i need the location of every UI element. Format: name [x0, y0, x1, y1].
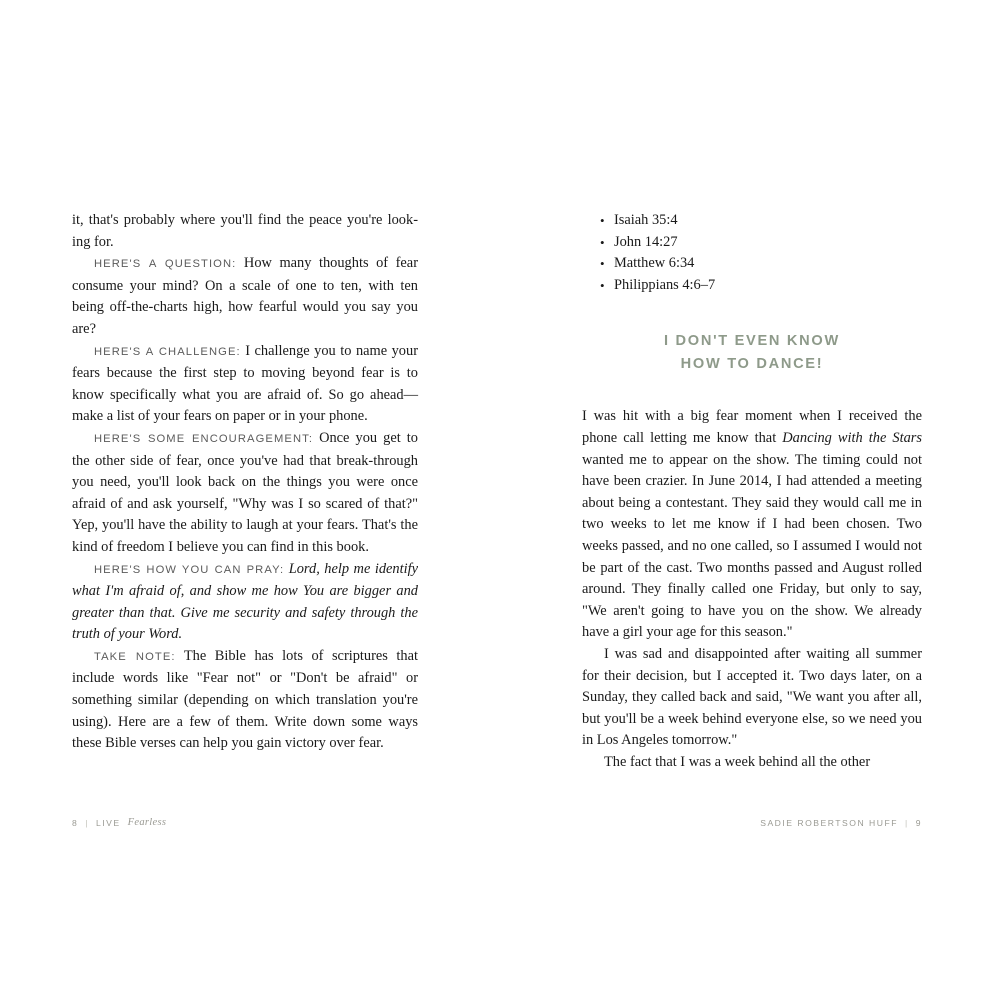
list-item: • Isaiah 35:4 — [600, 210, 922, 232]
paragraph-text: The fact that I was a week behind all the other — [604, 753, 871, 770]
runin-label-question: HERE'S A QUESTION: — [94, 258, 237, 271]
paragraph-carryover — [72, 210, 418, 253]
paragraph-text-before-italic: I was hit with a big fear moment when I received the phone call letting me know that — [582, 408, 922, 446]
paragraph-week-behind — [582, 752, 922, 774]
paragraph-text: The Bible has lots of scriptures that include words like "Fear not" or "Don't be afraid" or something similar (depending on which translation you're using). Here are a few of them. Write down some ways these Bible verses can help you gain victory over fear. — [72, 647, 418, 752]
section-heading-line-2: HOW TO DANCE! — [680, 356, 824, 373]
running-head-author: SADIE ROBERTSON HUFF — [760, 818, 898, 828]
paragraph-heres-how-you-can-pray — [72, 559, 418, 646]
scripture-list — [600, 210, 922, 296]
runin-label-pray: HERE'S HOW YOU CAN PRAY: — [94, 563, 285, 576]
right-page-footer — [760, 818, 922, 828]
paragraph-text: I challenge you to name your fears because the first step to moving beyond fear is to know specifically what you are afraid of. So go ahead—make a list of your fears on paper or in your phone. — [72, 342, 418, 425]
paragraph-text: I was sad and disappointed after waiting all summer for their decision, but I accepted it. Two days later, on a Sunday, they called back and said, "We want you after all, but you'll be a week behind everyone else, so we need you in Los Angeles tomorrow." — [582, 645, 922, 749]
list-item: • Philippians 4:6–7 — [600, 275, 922, 297]
section-heading-line-1: I DON'T EVEN KNOW — [664, 333, 840, 350]
paragraph-text: Lord, help me identify what I'm afraid of, and show me how You are bigger and greater than that. Give me security and safety through the truth of your Word. — [72, 560, 418, 643]
runin-label-encouragement: HERE'S SOME ENCOURAGEMENT: — [94, 432, 314, 445]
right-page — [500, 0, 1000, 1000]
paragraph-sad-and-disappointed — [582, 644, 922, 752]
running-head-title: LIVE — [96, 817, 121, 828]
paragraph-heres-a-challenge — [72, 341, 418, 428]
paragraph-heres-some-encouragement — [72, 428, 418, 559]
paragraph-text-after-italic: wanted me to appear on the show. The timing could not have been crazier. In June 2014, I had attended a meeting about being a contestant. They said they would call me in two weeks to let me know if I had been chosen. Two weeks passed, and no one called, so I assumed I would not be part of the cast. Two months passed and August rolled around. They finally called one Friday, but only to say, "We aren't going to have you on the show. We already have a girl your age for this season." — [582, 451, 922, 641]
footer-separator: | — [85, 817, 90, 828]
folio-number-right: 9 — [915, 818, 922, 828]
paragraph-text: it, that's probably where you'll find the peace you're look-ing for. — [72, 212, 418, 250]
paragraph-take-note — [72, 646, 418, 755]
paragraph-text: How many thoughts of fear consume your mind? On a scale of one to ten, with ten being off-the-charts high, how fearful would you say you are? — [72, 255, 418, 337]
list-item: • John 14:27 — [600, 232, 922, 254]
section-heading — [582, 330, 922, 376]
left-page-footer — [72, 817, 166, 828]
runin-label-take-note: TAKE NOTE: — [94, 650, 176, 663]
show-title-italic: Dancing with the Stars — [782, 429, 923, 446]
folio-number-left: 8 — [72, 817, 79, 828]
footer-separator: | — [904, 818, 909, 828]
paragraph-heres-a-question — [72, 253, 418, 340]
paragraph-text: Once you get to the other side of fear, once you've had that break-through you need, you'll look back on the things you were once afraid of and ask yourself, "Why was I so scared of that?" Yep, you'll have the ability to laugh at your fears. That's the kind of freedom I believe you can find in this book. — [72, 429, 418, 555]
paragraph-dwts-call — [582, 406, 922, 644]
runin-label-challenge: HERE'S A CHALLENGE: — [94, 345, 241, 358]
list-item: • Matthew 6:34 — [600, 253, 922, 275]
running-head-title-script: Fearless — [127, 817, 167, 828]
